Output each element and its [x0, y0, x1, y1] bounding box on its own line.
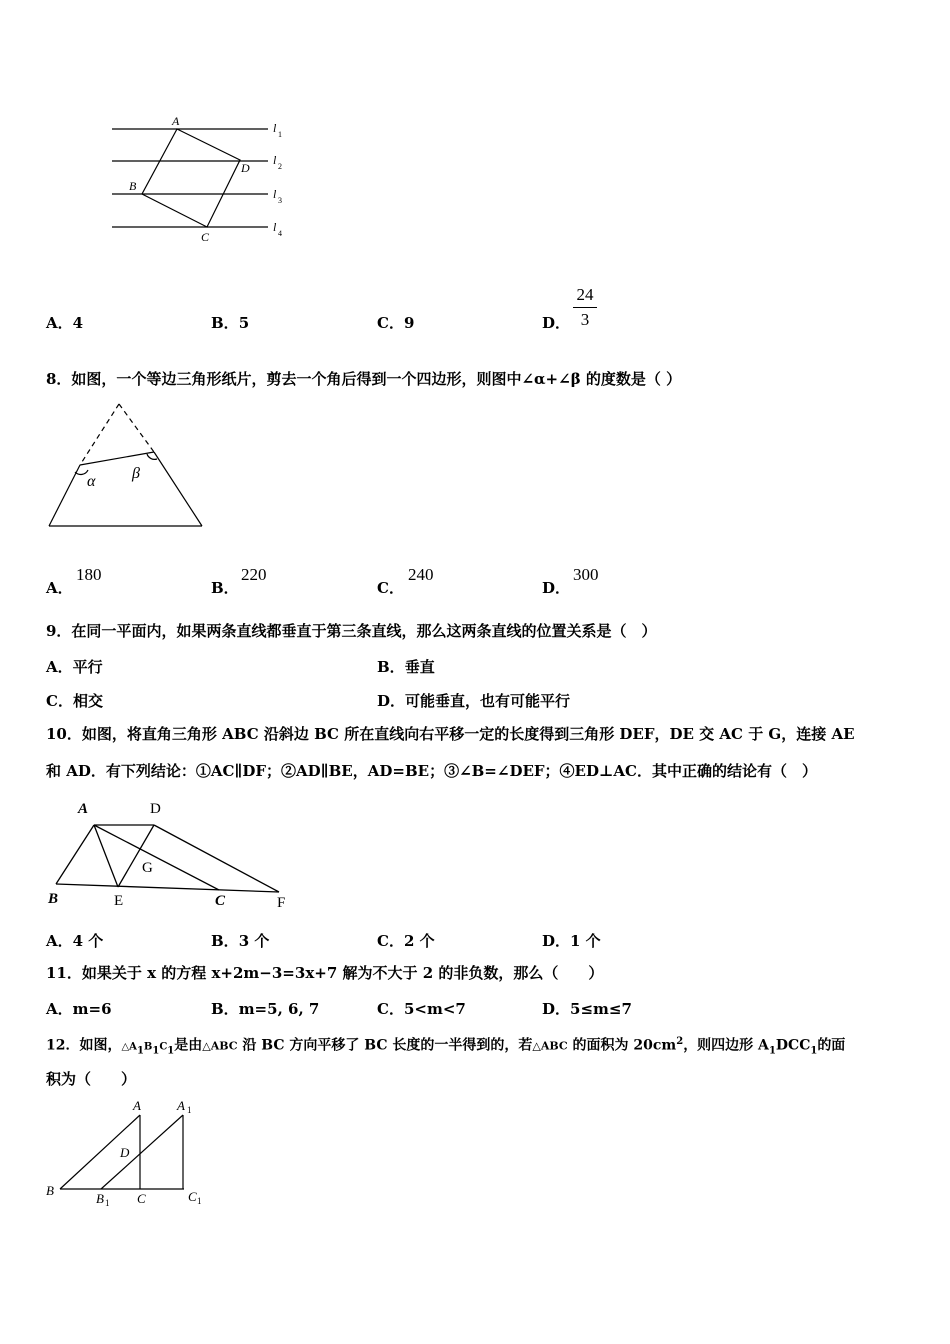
dashed-right [119, 404, 154, 452]
q12-question-line2: 积为（ ） [46, 1070, 137, 1088]
seg-ac [94, 825, 219, 890]
q11-question: 11．如果关于 x 的方程 x+2m−3=3x+7 解为不大于 2 的非负数，那么（ ） [46, 964, 604, 982]
svg-text:1: 1 [105, 1198, 110, 1208]
seg-ae [94, 825, 118, 887]
q9-question: 9．在同一平面内，如果两条直线都垂直于第三条直线，那么这两条直线的位置关系是（ ） [46, 622, 657, 640]
q11-option-d[interactable]: D．5≤m≤7 [542, 1000, 632, 1018]
label-b: B [46, 1183, 54, 1198]
side-right [154, 452, 202, 526]
q7-option-c[interactable]: C．9 [377, 314, 415, 332]
svg-text:l: l [273, 187, 277, 201]
label-b: B [48, 891, 59, 907]
q8-question: 8．如图，一个等边三角形纸片，剪去一个角后得到一个四边形，则图中∠α+∠β 的度数是（ ） [46, 370, 682, 388]
q10-figure [44, 795, 294, 915]
cut-line [80, 452, 154, 465]
seg-bf [56, 884, 279, 892]
q7-option-b[interactable]: B．5 [211, 314, 250, 332]
q8-option-c[interactable]: C． [377, 579, 404, 597]
q9-option-c[interactable]: C．相交 [46, 692, 103, 710]
q10-question-line1: 10．如图，将直角三角形 ABC 沿斜边 BC 所在直线向右平移一定的长度得到三角形 DEF，DE 交 AC 于 G，连接 AE [46, 725, 855, 743]
q8-option-a[interactable]: A． [46, 579, 73, 597]
dashed-left [80, 404, 119, 465]
seg-ab [56, 825, 94, 884]
label-a1: A [177, 1098, 185, 1113]
svg-text:3: 3 [278, 196, 282, 205]
q9-option-b[interactable]: B．垂直 [377, 658, 435, 676]
side-left [49, 465, 80, 526]
q9-option-a[interactable]: A．平行 [46, 658, 103, 676]
label-a: A [78, 801, 89, 817]
q7-option-d-fraction: 24 3 [573, 285, 597, 330]
label-d: D [120, 1145, 130, 1160]
label-beta: β [132, 465, 140, 482]
q8-option-b[interactable]: B． [211, 579, 239, 597]
q12-figure [44, 1097, 214, 1209]
q7-option-a[interactable]: A．4 [46, 314, 84, 332]
label-b1: B [96, 1191, 104, 1206]
seg-df [154, 825, 279, 892]
label-g: G [142, 860, 153, 876]
svg-text:1: 1 [278, 130, 282, 139]
q10-option-c[interactable]: C．2 个 [377, 932, 435, 950]
q7-option-d[interactable]: D． [542, 314, 571, 332]
svg-text:1: 1 [187, 1105, 192, 1115]
q9-option-d[interactable]: D．可能垂直，也有可能平行 [377, 692, 571, 710]
label-c: C [201, 230, 210, 244]
q10-option-b[interactable]: B．3 个 [211, 932, 270, 950]
q8-option-d-value: 300 [573, 565, 599, 584]
svg-text:l: l [273, 121, 277, 135]
q8-option-c-value: 240 [408, 565, 434, 584]
square-abcd [142, 129, 240, 227]
svg-text:2: 2 [278, 162, 282, 171]
q11-option-b[interactable]: B．m=5, 6, 7 [211, 1000, 320, 1018]
label-e: E [114, 893, 124, 909]
label-d: D [241, 161, 250, 175]
label-a: A [172, 114, 180, 128]
label-a: A [133, 1098, 141, 1113]
seg-a1b1 [101, 1115, 183, 1189]
q10-question-line2: 和 AD．有下列结论：①AC∥DF；②AD∥BE，AD=BE；③∠B=∠DEF；④ED⊥AC．其中正确的结论有（ ） [46, 762, 817, 780]
q8-option-b-value: 220 [241, 565, 267, 584]
q7-figure [100, 110, 300, 250]
label-alpha: α [87, 473, 96, 490]
label-c: C [215, 893, 226, 909]
label-d: D [150, 801, 161, 817]
label-c1: C [188, 1189, 197, 1204]
label-b: B [129, 179, 137, 193]
svg-text:4: 4 [278, 229, 282, 238]
q8-option-a-value: 180 [76, 565, 102, 584]
label-f: F [277, 895, 286, 911]
q10-option-a[interactable]: A．4 个 [46, 932, 104, 950]
svg-text:l: l [273, 220, 277, 234]
q10-option-d[interactable]: D．1 个 [542, 932, 601, 950]
q8-figure [44, 398, 209, 531]
q12-question-line1: 12．如图，$\triangle A_1B_1C_1$是由△ABC 沿 BC 方向平移了 BC 长度的一半得到的，若△ABC 的面积为 $20cm^2$，则四边形 $A_1DCC_1$的面 [46, 1036, 846, 1057]
svg-text:1: 1 [197, 1196, 202, 1206]
q8-option-d[interactable]: D． [542, 579, 571, 597]
label-c: C [137, 1191, 146, 1206]
q11-option-c[interactable]: C．5<m<7 [377, 1000, 466, 1018]
seg-de [118, 825, 154, 887]
svg-text:l: l [273, 153, 277, 167]
fraction-bar [573, 307, 597, 308]
q11-option-a[interactable]: A．m=6 [46, 1000, 112, 1018]
